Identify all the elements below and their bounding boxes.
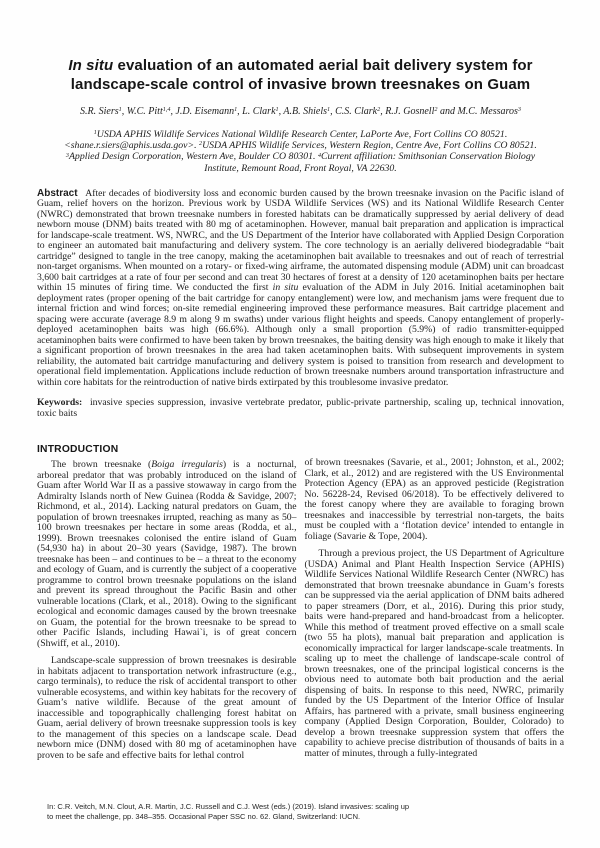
two-column-body [37, 444, 564, 761]
intro-paragraph-1: The brown treesnake (Boiga irregularis) is a nocturnal, arboreal predator that was probably introduced on the island of Guam after World War II as a passive stowaway in cargo from the Admiralty Islands north of New Guinea (Rodda & Savidge, 2007; Richmond, et al., 2014). Lacking natural predators on Guam, the population of brown treesnakes irrupted, reaching as many as 50–100 brown treesnakes per hectare in some areas (Rodda, et al., 1999). Brown treesnakes colonised the entire island of Guam (54,930 ha) in about 20–30 years (Savidge, 1987). The brown treesnake has been – and continues to be – a threat to the economy and ecology of Guam, and is currently the subject of a cooperative programme to control brown treesnake populations on the island and prevent its spread throughout the Pacific Basin and other vulnerable locations (Clark, et al., 2018). Owing to the significant ecological and economic damages caused by the brown treesnake on Guam, the potential for the brown treesnake to be spread to other Pacific Islands, including Hawai`i, is of great concern (Shwiff, et al., 2010). [37, 459, 297, 649]
right-column [305, 444, 565, 761]
abstract-label: Abstract [37, 187, 78, 199]
intro-paragraph-2: Landscape-scale suppression of brown treesnakes is desirable in habitats adjacent to transportation network infrastructure (e.g., cargo terminals), to reduce the risk of accidental transport to other vulnerable ecosystems, and within key habitats for the recovery of Guam’s native wildlife. Because of the great amount of inaccessible and topographically challenging forest habitat on Guam, aerial delivery of brown treesnake suppression tools is key to the management of this species on a landscape scale. Dead newborn mice (DNM) dosed with 80 mg of acetaminophen have proven to be safe and effective baits for lethal control [37, 655, 297, 761]
title-line-1: In situ evaluation of an automated aerial bait delivery system for [68, 57, 533, 74]
footer-citation: In: C.R. Veitch, M.N. Clout, A.R. Martin, J.C. Russell and C.J. West (eds.) (2019). Island invasives: scaling up to meet the challenge, pp. 348–355. Occasional Paper SSC no. 62. Gland, Switzerland: IUCN. [47, 802, 410, 821]
page-title [37, 57, 564, 94]
intro-paragraph-2-continued: of brown treesnakes (Savarie, et al., 2001; Johnston, et al., 2002; Clark, et al., 2012) and are registered with the US Environmental Protection Agency (EPA) as an approved pesticide (Registration No. 56228-24, Revised 06/2018). To be effectively delivered to the forest canopy where they are available to foraging brown treesnakes and inaccessible by terrestrial non-targets, the baits must be coupled with a ‘flotation device’ intended to entangle in foliage (Savarie & Tope, 2004). [304, 457, 564, 542]
keywords-label: Keywords: [37, 397, 83, 409]
title-line-2: landscape-scale control of invasive brown treesnakes on Guam [70, 75, 531, 93]
keywords-paragraph [37, 398, 564, 419]
left-column [37, 444, 297, 761]
abstract-paragraph [37, 189, 564, 389]
abstract-text: After decades of biodiversity loss and economic burden caused by the brown treesnake invasion on the Pacific island of Guam, relief hovers on the horizon. Previous work by USDA Wildlife Services (WS) and its National Wildlife Research Center (NWRC) demonstrated that brown treesnake numbers in forested habitats can be dramatically suppressed by aerial delivery of dead newborn mouse (DNM) baits treated with 80 mg of acetaminophen. However, manual bait preparation and application is impractical for landscape-scale treatment. WS, NWRC, and the US Department of the Interior have collaborated with Applied Design Corporation to engineer an automated bait manufacturing and delivery system. The core technology is an aerially delivered biodegradable “bait cartridge” designed to tangle in the tree canopy, making the acetaminophen bait available to treesnakes and out of reach of terrestrial non-target organisms. When mounted on a rotary- or fixed-wing airframe, the automated dispensing module (ADM) unit can broadcast 3,600 bait cartridges at a rate of four per second and can treat 30 hectares of forest at a density of 120 acetaminophen baits per hectare within 15 minutes of firing time. We conducted the first in situ evaluation of the ADM in July 2016. Initial acetaminophen bait deployment rates (proper opening of the bait cartridge for canopy entanglement) were low, and mechanism jams were frequent due to internal friction and wind forces; on-site remedial engineering improved these performance measures. Bait cartridge placement and spacing were accurate (average 8.9 m along 9 m swaths) under various flight heights and speeds. Canopy entanglement of properly-deployed acetaminophen baits was high (66.6%). Although only a small proportion (5.9%) of radio transmitter-equipped acetaminophen baits were confirmed to have been taken by brown treesnakes, the baiting density was high enough to make it likely that a significant proportion of brown treesnakes in the area had taken acetaminophen baits. With subsequent improvements in system reliability, the automated bait cartridge manufacturing and delivery system is poised to transition from research and development to operational field implementation. Applications include reduction of brown treesnake numbers around transportation infrastructure and within core habitats for the reintroduction of native birds extirpated by this troublesome invasive predator. [37, 187, 564, 388]
section-heading-introduction: INTRODUCTION [37, 444, 119, 456]
authors-line: S.R. Siers$^1$, W.C. Pitt$^{1,4}$, J.D. Eisemann$^1$, L. Clark$^1$, A.B. Shiels$^1$, C.S. Clark$^2$, R.J. Gosnell$^2$ and M.C. Messaros$^3$ [80, 106, 521, 117]
affiliations-block: $^1$USDA APHIS Wildlife Services National Wildlife Research Center, LaPorte Ave, Fort Collins CO 80521. <shane.r.siers@aphis.usda.gov>. $^2$USDA APHIS Wildlife Services, Western Region, Centre Ave, Fort Collins CO 80521. $^3$Applied Design Corporation, Western Ave, Boulder CO 80301. $^4$Current affiliation: Smithsonian Conservation Biology Institute, Remount Road, Front Royal, VA 22630. [64, 129, 537, 174]
keywords-text: invasive species suppression, invasive vertebrate predator, public-private partnership, scaling up, technical innovation, toxic baits [37, 397, 564, 419]
intro-paragraph-3: Through a previous project, the US Department of Agriculture (USDA) Animal and Plant Health Inspection Service (APHIS) Wildlife Services National Wildlife Research Center (NWRC) has demonstrated that brown treesnake abundance in Guam’s forests can be suppressed via the aerial application of DNM baits adhered to paper streamers (Dorr, et al., 2016). During this prior study, baits were hand-prepared and hand-broadcast from a helicopter. While this method of treatment proved effective on a small scale (two 55 ha plots), manual bait preparation and application is economically impractical for larger landscape-scale treatments. In scaling up to meet the challenge of landscape-scale control of brown treesnakes, one of the principal logistical concerns is the obvious need to automate both bait production and the aerial dispensing of baits. In response to this need, NWRC, primarily funded by the US Department of the Interior Office of Insular Affairs, has partnered with a private, small business engineering company (Applied Design Corporation, Boulder, Colorado) to develop a brown treesnake suppression system that offers the capability to achieve precise distribution of thousands of baits in a matter of minutes, through a fully-integrated [304, 548, 564, 759]
